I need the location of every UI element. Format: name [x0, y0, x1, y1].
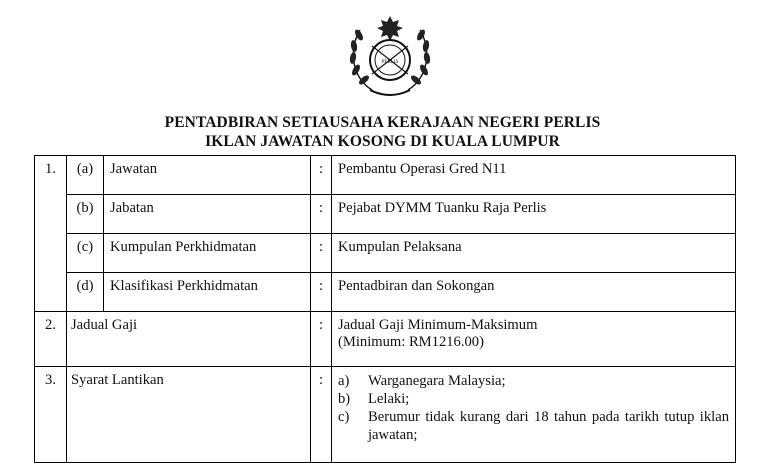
list-item-text: Warganegara Malaysia; [368, 373, 506, 389]
row-letter: (d) [67, 273, 104, 312]
svg-text:PERLIS: PERLIS [381, 60, 399, 65]
requirements-list [338, 372, 729, 444]
colon-separator: : [311, 273, 332, 312]
row-letter: (c) [67, 234, 104, 273]
list-item-text: Lelaki; [368, 391, 410, 407]
table-row [35, 156, 736, 195]
state-crest-logo [342, 10, 438, 102]
page-title-line2: IKLAN JAWATAN KOSONG DI KUALA LUMPUR [205, 133, 560, 150]
section-number: 1. [35, 156, 67, 195]
row-label: Syarat Lantikan [67, 367, 311, 463]
list-item-key: b) [338, 391, 351, 407]
list-item [338, 390, 729, 408]
row-label: Klasifikasi Perkhidmatan [104, 273, 311, 312]
list-item-text: Berumur tidak kurang dari 18 tahun pada tarikh tutup iklan jawatan; [368, 409, 729, 443]
row-label: Jabatan [104, 195, 311, 234]
section-number: 3. [35, 367, 67, 463]
table-row [35, 234, 736, 273]
colon-separator: : [311, 312, 332, 367]
section-number: 2. [35, 312, 67, 367]
row-label: Jadual Gaji [67, 312, 311, 367]
row-letter: (b) [67, 195, 104, 234]
section-number-spacer [35, 195, 67, 234]
colon-separator: : [311, 367, 332, 463]
row-letter: (a) [67, 156, 104, 195]
list-item-key: a) [338, 373, 350, 389]
row-label: Jawatan [104, 156, 311, 195]
colon-separator: : [311, 156, 332, 195]
salary-scale: Jadual Gaji Minimum-Maksimum [338, 317, 538, 333]
row-value: Pentadbiran dan Sokongan [332, 273, 736, 312]
row-value: Pembantu Operasi Gred N11 [332, 156, 736, 195]
table-row [35, 273, 736, 312]
row-value [332, 312, 736, 367]
table-row [35, 312, 736, 367]
colon-separator: : [311, 195, 332, 234]
table-row [35, 367, 736, 463]
list-item [338, 372, 729, 390]
section-number-spacer [35, 234, 67, 273]
row-value: Kumpulan Pelaksana [332, 234, 736, 273]
row-value [332, 367, 736, 463]
list-item [338, 408, 729, 444]
job-details-table [34, 155, 736, 463]
salary-minimum: (Minimum: RM1216.00) [338, 334, 484, 350]
section-number-spacer [35, 273, 67, 312]
colon-separator: : [311, 234, 332, 273]
table-row [35, 195, 736, 234]
row-label: Kumpulan Perkhidmatan [104, 234, 311, 273]
row-value: Pejabat DYMM Tuanku Raja Perlis [332, 195, 736, 234]
page-title-line1: PENTADBIRAN SETIAUSAHA KERAJAAN NEGERI PERLIS [164, 114, 601, 131]
list-item-key: c) [338, 409, 350, 425]
